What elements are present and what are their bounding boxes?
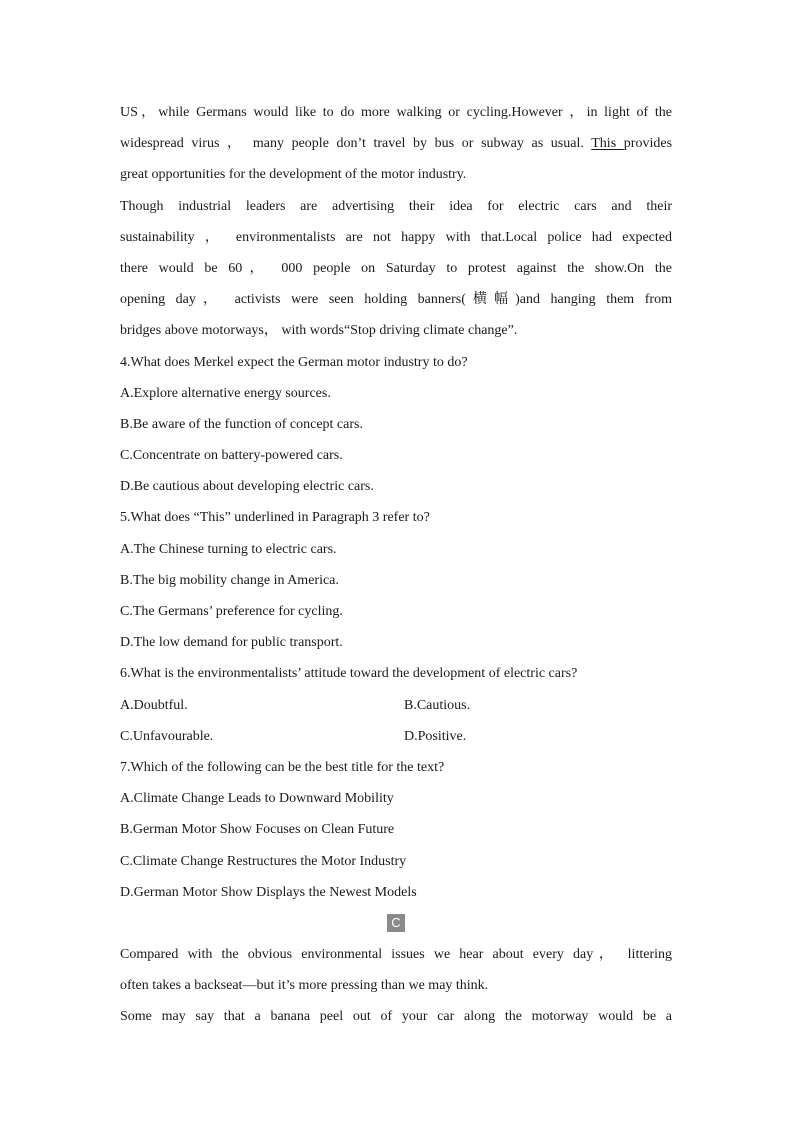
question-stem: 5.What does “This” underlined in Paragraph 3 refer to? bbox=[120, 510, 430, 526]
passage-b-line bbox=[120, 159, 672, 190]
line-text: widespread virus ， many people don’t travel by bus or subway as usual. bbox=[120, 136, 592, 152]
answer-option: A.The Chinese turning to electric cars. bbox=[120, 541, 337, 557]
document-page bbox=[120, 97, 672, 1033]
section-marker-row bbox=[120, 908, 672, 939]
passage-b-line bbox=[120, 315, 672, 346]
line-text: opening day， activists were seen holding banners(横幅)and hanging them from bbox=[120, 292, 672, 308]
passage-c-line: Compared with the obvious environmental issues we hear about every day， littering bbox=[120, 947, 672, 963]
answer-option: B.Cautious. bbox=[404, 697, 471, 713]
answer-option: D.Be cautious about developing electric cars. bbox=[120, 479, 374, 495]
answer-option: B.The big mobility change in America. bbox=[120, 572, 339, 588]
passage-b-line bbox=[120, 284, 672, 315]
passage-c-line: Some may say that a banana peel out of your car along the motorway would be a bbox=[120, 1009, 672, 1025]
answer-option: C.Concentrate on battery-powered cars. bbox=[120, 448, 343, 464]
answer-option: B.German Motor Show Focuses on Clean Future bbox=[120, 822, 395, 838]
answer-option: A.Explore alternative energy sources. bbox=[120, 385, 331, 401]
answer-option: A.Doubtful. bbox=[120, 697, 188, 713]
line-text: sustainability ， environmentalists are not happy with that.Local police had expected bbox=[120, 229, 672, 245]
question-stem: 6.What is the environmentalists’ attitude toward the development of electric cars? bbox=[120, 666, 578, 682]
passage-b-line bbox=[120, 128, 672, 159]
line-text: provides bbox=[623, 136, 673, 152]
answer-option: C.The Germans’ preference for cycling. bbox=[120, 604, 343, 619]
line-text: great opportunities for the development of the motor industry. bbox=[120, 167, 467, 183]
passage-b-line bbox=[120, 253, 672, 284]
answer-option: A.Climate Change Leads to Downward Mobility bbox=[120, 791, 394, 807]
underlined-this: This bbox=[591, 136, 624, 152]
answer-option: D.German Motor Show Displays the Newest Models bbox=[120, 884, 417, 900]
answer-option: B.Be aware of the function of concept cars. bbox=[120, 416, 363, 432]
passage-b-line bbox=[120, 222, 672, 253]
answer-option: D.Positive. bbox=[404, 728, 467, 744]
answer-option: C.Unfavourable. bbox=[120, 728, 214, 744]
answer-option-row bbox=[120, 721, 672, 752]
passage-b-line bbox=[120, 191, 672, 222]
answer-option: C.Climate Change Restructures the Motor Industry bbox=[120, 853, 407, 869]
answer-option-row bbox=[120, 690, 672, 721]
answer-option: D.The low demand for public transport. bbox=[120, 635, 343, 651]
line-text: Though industrial leaders are advertising their idea for electric cars and their bbox=[120, 198, 672, 214]
section-c-marker: C bbox=[387, 914, 405, 932]
passage-b-line bbox=[120, 97, 672, 128]
question-stem: 7.Which of the following can be the best title for the text? bbox=[120, 759, 445, 775]
line-text: there would be 60， 000 people on Saturday to protest against the show.On the bbox=[120, 260, 672, 276]
passage-c-line: often takes a backseat—but it’s more pressing than we may think. bbox=[120, 978, 489, 994]
question-stem: 4.What does Merkel expect the German motor industry to do? bbox=[120, 354, 468, 370]
line-text: bridges above motorways， with words“Stop driving climate change”. bbox=[120, 323, 518, 339]
line-text: US，while Germans would like to do more walking or cycling.However ，in light of the bbox=[120, 105, 672, 120]
